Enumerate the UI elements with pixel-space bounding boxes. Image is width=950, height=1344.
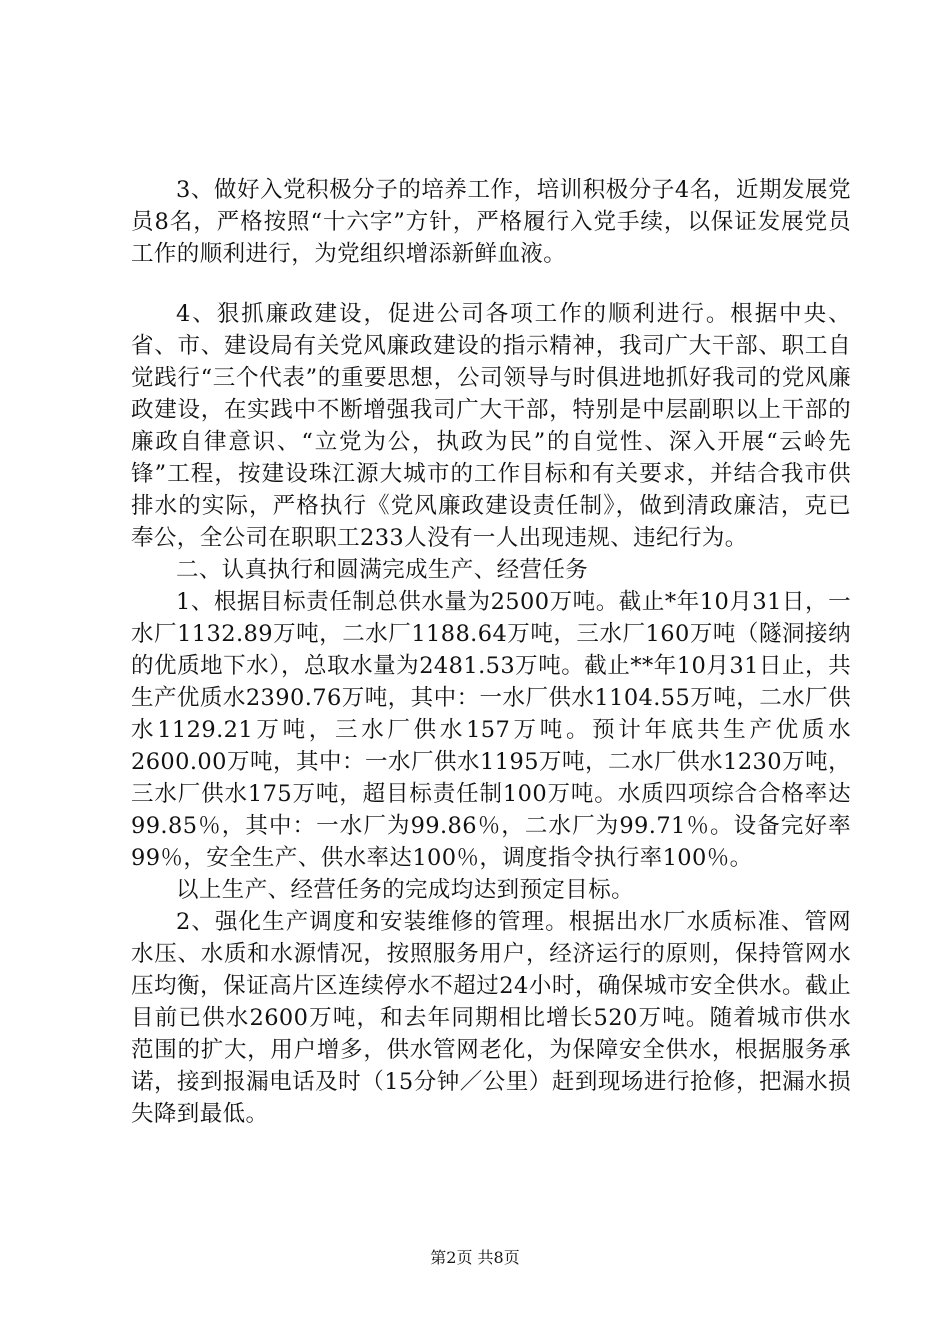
paragraph-dispatch-maintenance: 2、强化生产调度和安装维修的管理。根据出水厂水质标准、管网水压、水质和水源情况，按照服务用户，经济运行的原则，保持管网水压均衡，保证高片区连续停水不超过24小时，确保城市安全供水。截止目前已供水2600万吨，和去年同期相比增长520万吨。随着城市供水范围的扩大，用户增多，供水管网老化，为保障安全供水，根据服务承诺，接到报漏电话及时（15分钟／公里）赶到现场进行抢修，把漏水损失降到最低。 (131, 909, 851, 1127)
paragraph-party-activists: 3、做好入党积极分子的培养工作，培训积极分子4名，近期发展党员8名，严格按照“十六字”方针，严格履行入党手续，以保证发展党员工作的顺利进行，为党组织增添新鲜血液。 (131, 177, 851, 267)
page-number-footer: 第2页 共8页 (430, 1248, 520, 1267)
paragraph-anti-corruption: 4、狠抓廉政建设，促进公司各项工作的顺利进行。根据中央、省、市、建设局有关党风廉政建设的指示精神，我司广大干部、职工自觉践行“三个代表”的重要思想，公司领导与时俱进地抓好我司的党风廉政建设，在实践中不断增强我司广大干部，特别是中层副职以上干部的廉政自律意识、“立党为公，执政为民”的自觉性、深入开展“云岭先锋”工程，按建设珠江源大城市的工作目标和有关要求，并结合我市供排水的实际，严格执行《党风廉政建设责任制》，做到清政廉洁，克已奉公，全公司在职职工233人没有一人出现违规、违纪行为。 (131, 301, 851, 551)
section-heading-production: 二、认真执行和圆满完成生产、经营任务 (176, 557, 589, 583)
paragraph-water-supply-volume: 1、根据目标责任制总供水量为2500万吨。截止*年10月31日，一水厂1132.89万吨，二水厂1188.64万吨，三水厂160万吨（隧洞接纳的优质地下水），总取水量为2481.53万吨。截止**年10月31日止，共生产优质水2390.76万吨，其中：一水厂供水1104.55万吨，二水厂供水1129.21万吨，三水厂供水157万吨。预计年底共生产优质水2600.00万吨，其中：一水厂供水1195万吨，二水厂供水1230万吨，三水厂供水175万吨，超目标责任制100万吨。水质四项综合合格率达99.85％，其中：一水厂为99.86％，二水厂为99.71％。设备完好率99％，安全生产、供水率达100％，调度指令执行率100％。 (131, 589, 851, 871)
document-body (131, 174, 851, 1130)
paragraph-targets-achieved: 以上生产、经营任务的完成均达到预定目标。 (176, 877, 635, 903)
